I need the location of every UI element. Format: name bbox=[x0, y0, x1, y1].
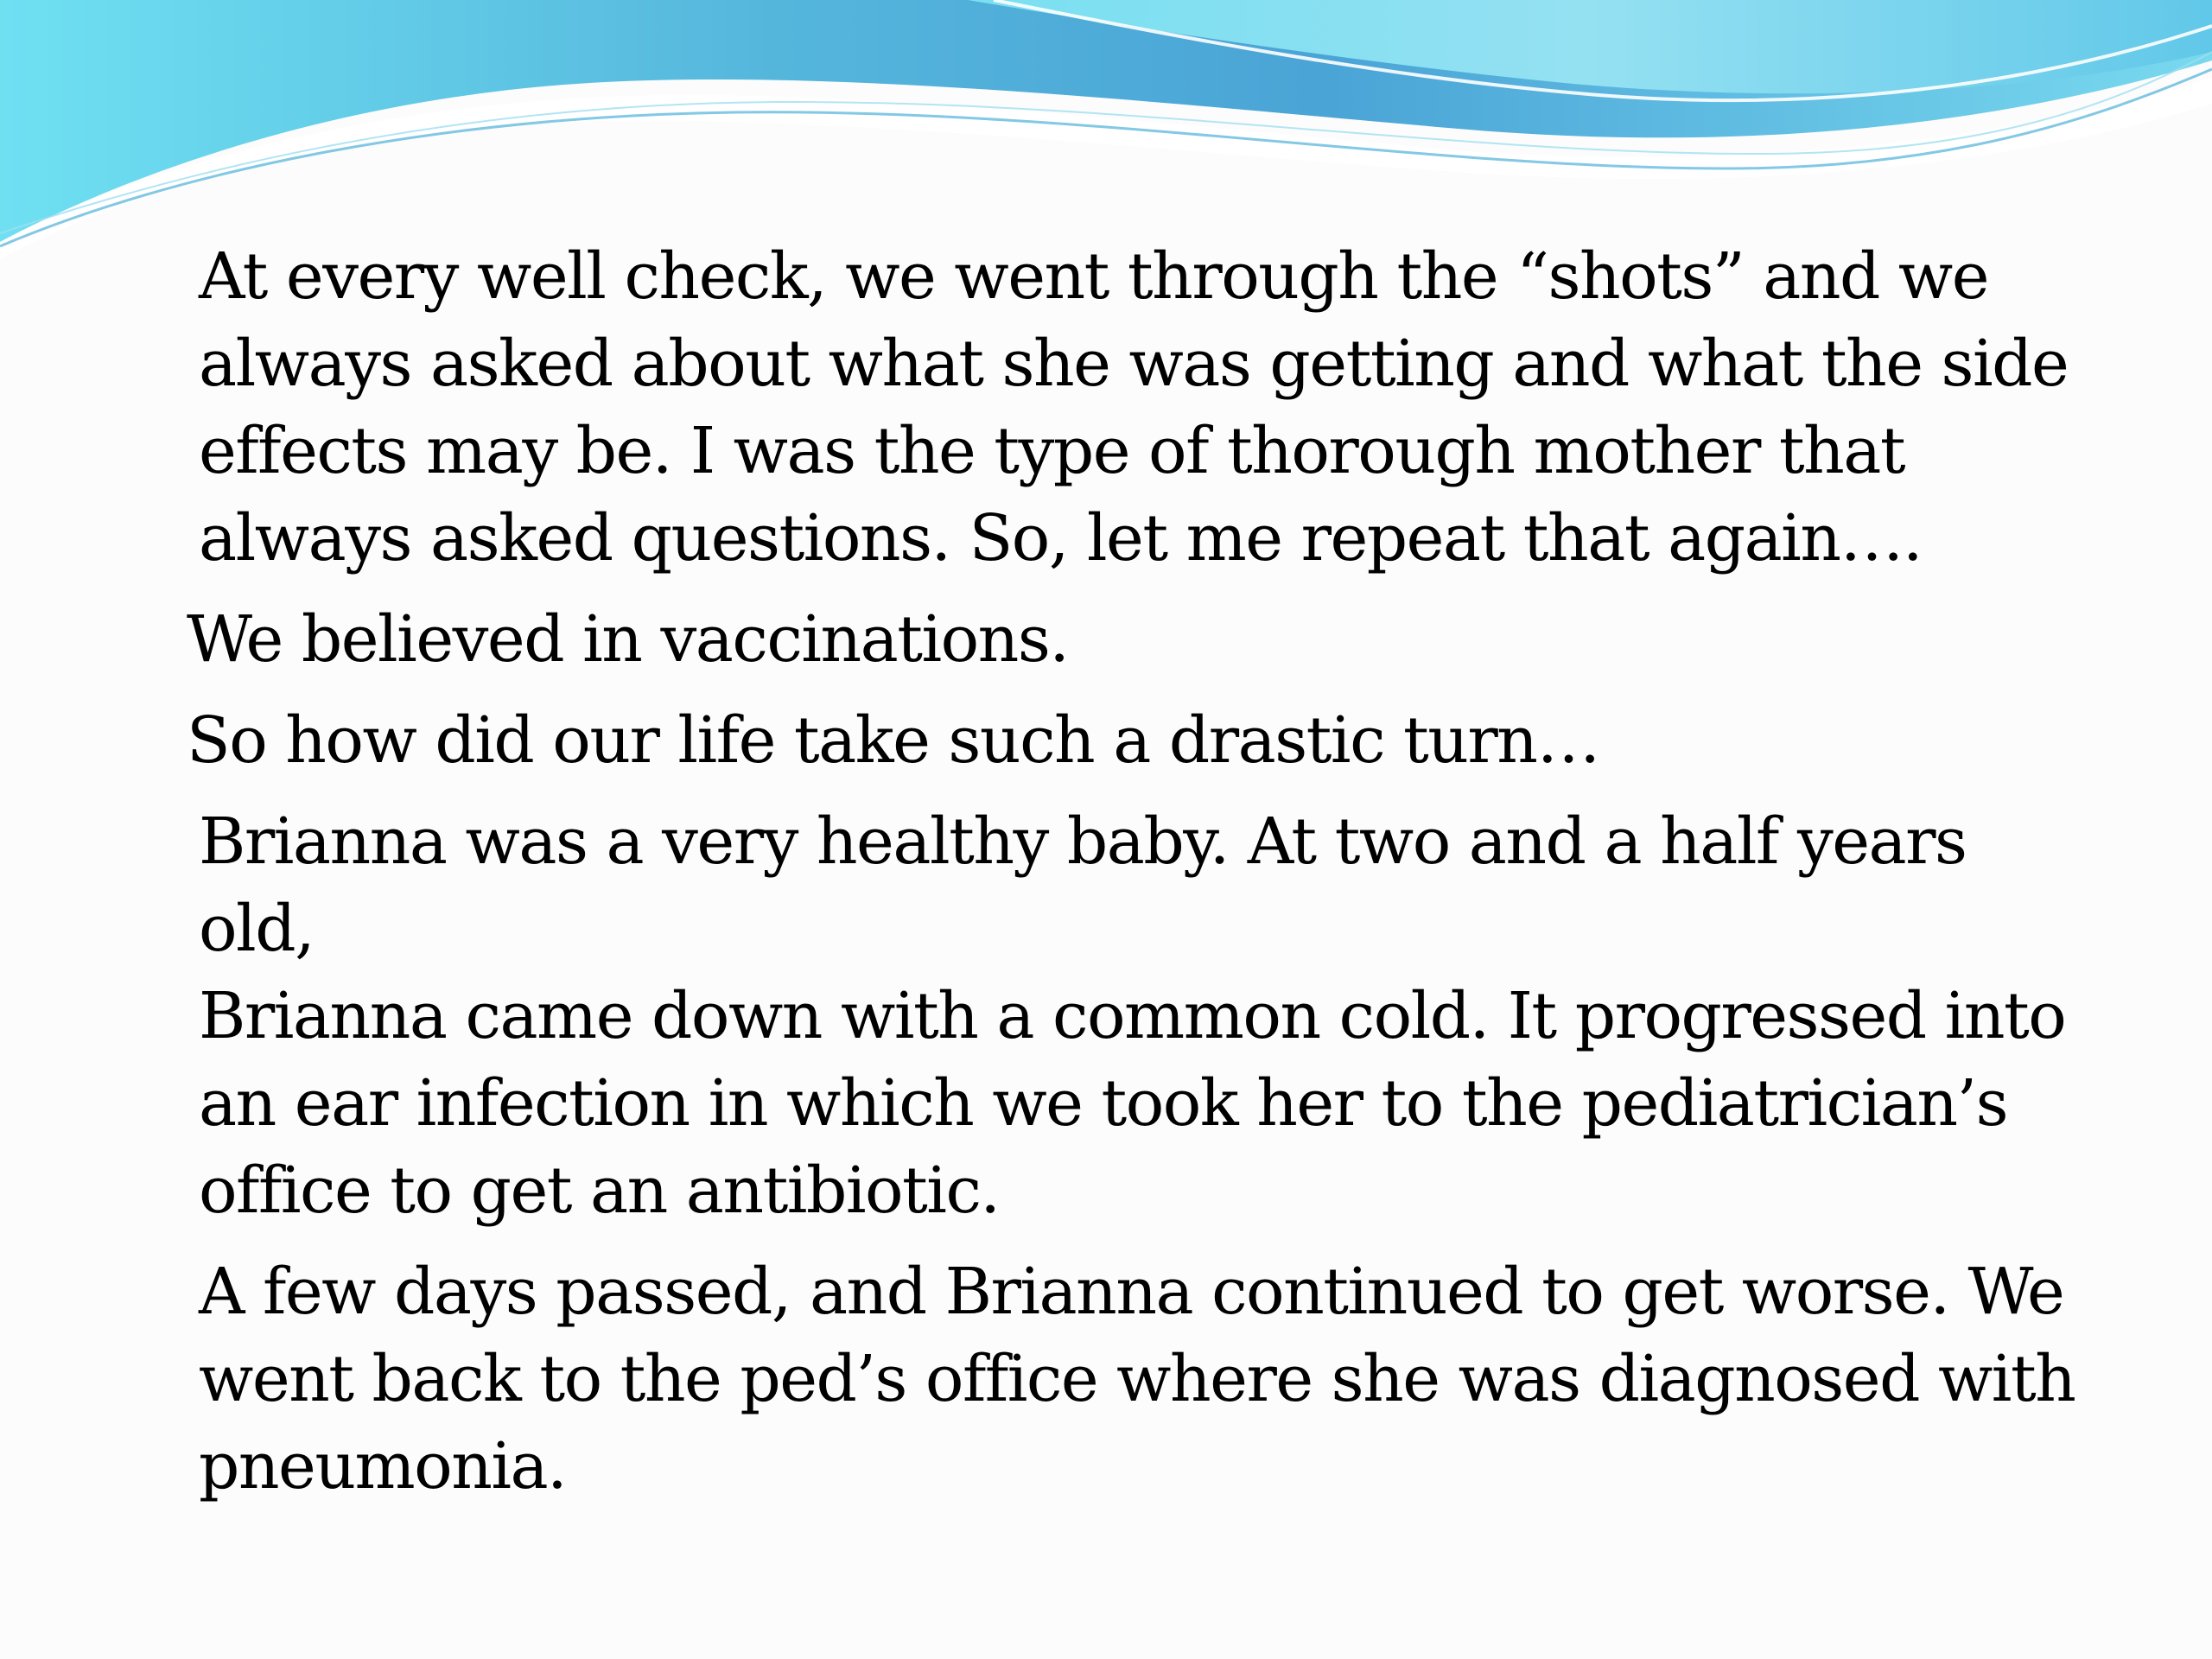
header-wave-decoration bbox=[0, 0, 2212, 259]
paragraph-healthy-baby: Brianna was a very healthy baby. At two and a half years old, Brianna came down with a common cold. It progressed into an ear infection in which we took her to the pediatrician’s office to get an antibiotic. bbox=[199, 804, 2066, 1228]
paragraph-believed-vaccinations: We believed in vaccinations. bbox=[187, 602, 1069, 677]
paragraph-pneumonia: A few days passed, and Brianna continued to get worse. We went back to the ped’s office where she was diagnosed with pneumonia. bbox=[199, 1255, 2075, 1503]
paragraph-well-check: At every well check, we went through the “shots” and we always asked about what she was getting and what the side effects may be. I was the type of thorough mother that always asked questions. So, let me repeat that again…. bbox=[199, 239, 2069, 575]
slide-body bbox=[187, 233, 2088, 1524]
paragraph-drastic-turn: So how did our life take such a drastic turn… bbox=[187, 703, 1599, 778]
